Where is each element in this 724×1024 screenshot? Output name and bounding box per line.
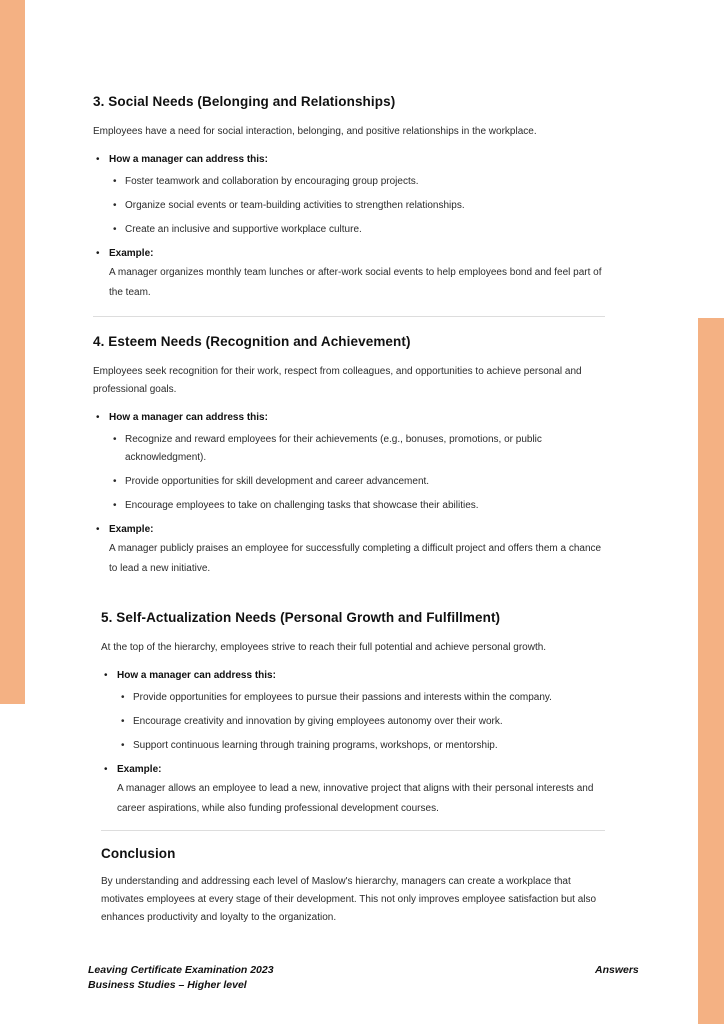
section-heading: 3. Social Needs (Belonging and Relationships) <box>93 94 396 109</box>
manager-label: How a manager can address this: <box>109 412 268 423</box>
list-item: • Support continuous learning through training programs, workshops, or mentorship. <box>117 737 605 755</box>
section-bullets <box>93 409 605 579</box>
list-item: • Create an inclusive and supportive workplace culture. <box>109 221 605 239</box>
section-intro: Employees have a need for social interaction, belonging, and positive relationships in the workplace. <box>93 126 537 137</box>
list-item: • Foster teamwork and collaboration by encouraging group projects. <box>109 173 605 191</box>
right-accent-bar <box>698 318 724 1024</box>
section-divider <box>93 316 605 317</box>
section-esteem-needs <box>93 334 605 579</box>
left-accent-bar <box>0 0 25 704</box>
manager-label: How a manager can address this: <box>109 154 268 165</box>
example-label: Example: <box>109 248 154 259</box>
footer-left <box>88 963 274 993</box>
manager-points <box>109 173 605 239</box>
section-intro: At the top of the hierarchy, employees strive to reach their full potential and achieve personal growth. <box>101 642 547 653</box>
section-intro: Employees seek recognition for their work, respect from colleagues, and opportunities to achieve personal and professional goals. <box>93 366 582 395</box>
section-self-actualization <box>101 610 605 819</box>
section-divider <box>101 830 605 831</box>
manager-actions <box>93 151 605 239</box>
footer-right: Answers <box>595 964 639 976</box>
example-text: A manager publicly praises an employee for successfully completing a difficult project and offers them a chance to lead a new initiative. <box>109 543 602 574</box>
conclusion-text: By understanding and addressing each level of Maslow's hierarchy, managers can create a workplace that motivates employees at every stage of their development. This not only improves employee satisfaction but also enhances productivity and loyalty to the organization. <box>101 876 597 923</box>
manager-points <box>117 689 605 755</box>
manager-points <box>109 431 605 515</box>
list-item: • Provide opportunities for employees to pursue their passions and interests within the company. <box>117 689 605 707</box>
example-label: Example: <box>109 524 154 535</box>
section-heading: Conclusion <box>101 846 176 861</box>
example-text: A manager allows an employee to lead a new, innovative project that aligns with their personal interests and career aspirations, while also funding professional development courses. <box>117 783 594 814</box>
example-text: A manager organizes monthly team lunches or after-work social events to help employees bond and feel part of the team. <box>109 267 602 298</box>
footer-exam-title: Leaving Certificate Examination 2023 <box>88 964 274 976</box>
list-item: • Encourage creativity and innovation by giving employees autonomy over their work. <box>117 713 605 731</box>
section-conclusion <box>101 846 605 927</box>
section-bullets <box>101 667 605 819</box>
example-label: Example: <box>117 764 162 775</box>
section-heading: 4. Esteem Needs (Recognition and Achievement) <box>93 334 411 349</box>
section-social-needs <box>93 94 605 303</box>
section-heading: 5. Self-Actualization Needs (Personal Growth and Fulfillment) <box>101 610 501 625</box>
section-bullets <box>93 151 605 303</box>
list-item: • Organize social events or team-building activities to strengthen relationships. <box>109 197 605 215</box>
manager-actions <box>93 409 605 515</box>
manager-label: How a manager can address this: <box>117 670 276 681</box>
list-item: • Encourage employees to take on challenging tasks that showcase their abilities. <box>109 497 605 515</box>
footer-subject: Business Studies – Higher level <box>88 979 247 991</box>
manager-actions <box>101 667 605 755</box>
list-item: • Provide opportunities for skill development and career advancement. <box>109 473 605 491</box>
example-block <box>101 761 605 819</box>
example-block <box>93 521 605 579</box>
example-block <box>93 245 605 303</box>
list-item: • Recognize and reward employees for their achievements (e.g., bonuses, promotions, or public acknowledgment). <box>109 431 605 467</box>
